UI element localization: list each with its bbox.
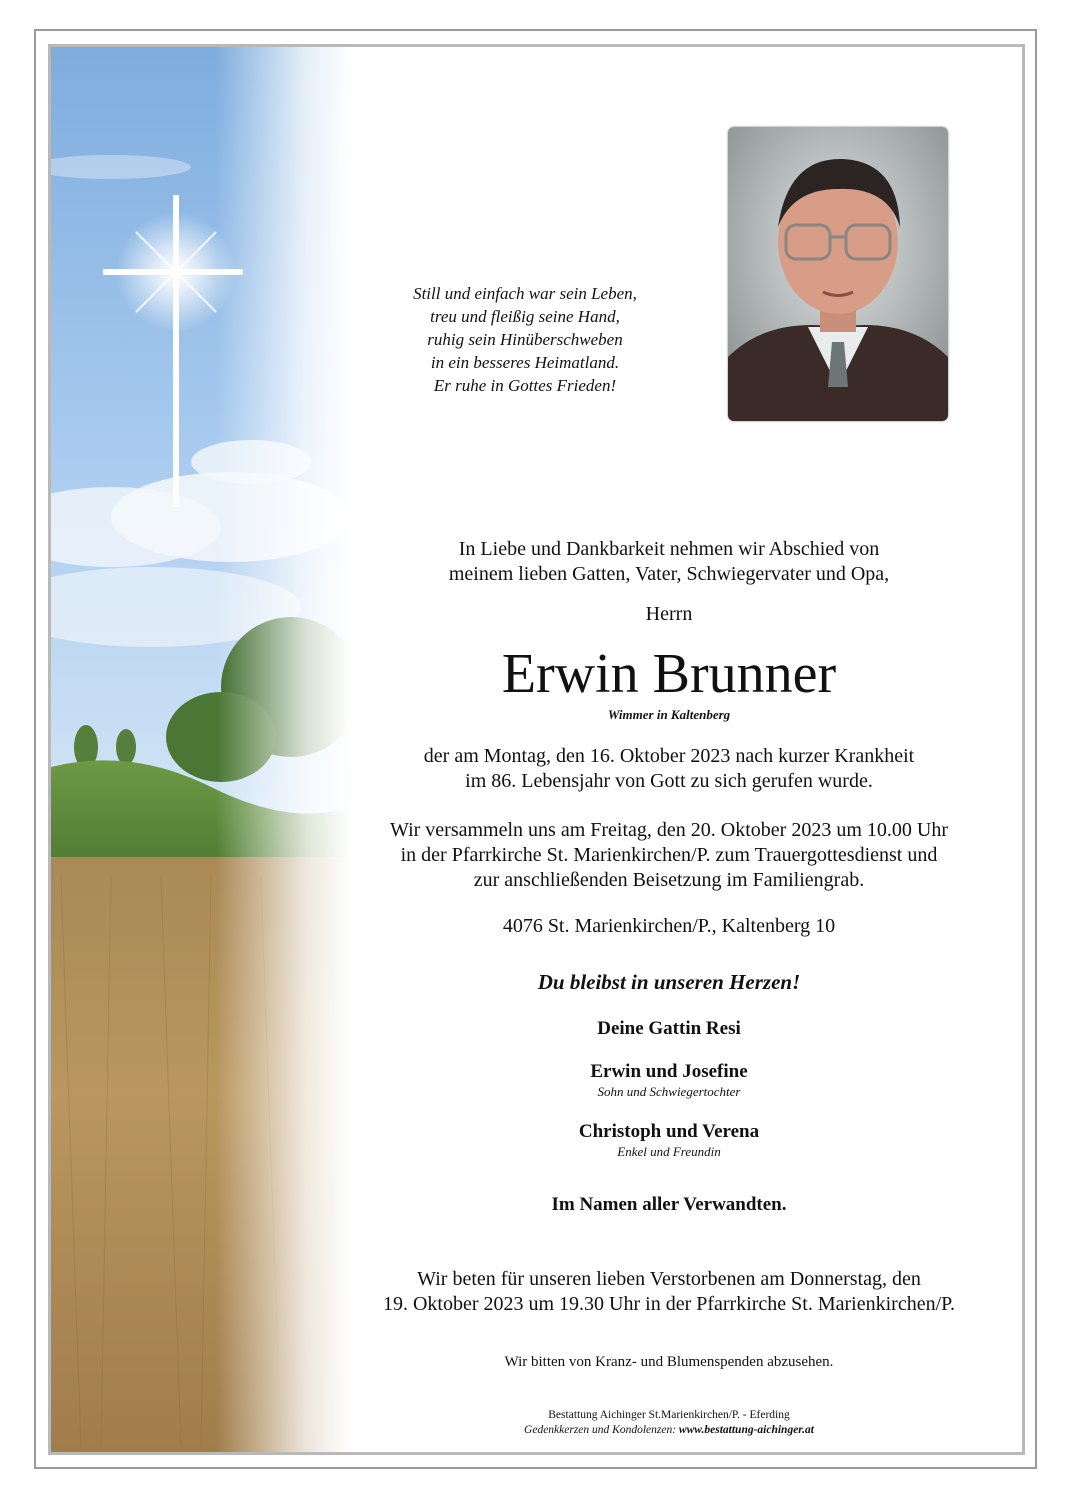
closing-line: Im Namen aller Verwandten.: [551, 1194, 787, 1215]
family-member: [350, 1018, 988, 1040]
deceased-name: Erwin Brunner: [501, 643, 837, 705]
family-name: Christoph und Verena: [578, 1121, 760, 1142]
family-role: Enkel und Freundin: [617, 1144, 721, 1159]
family-member: [350, 1061, 988, 1100]
family-name: Deine Gattin Resi: [597, 1018, 741, 1039]
family-member: [350, 1121, 988, 1160]
death-line: im 86. Lebensjahr von Gott zu sich gerufen wurde.: [465, 770, 873, 792]
intro-line: meinem lieben Gatten, Vater, Schwiegervater und Opa,: [448, 563, 890, 585]
rosary-line: 19. Oktober 2023 um 19.30 Uhr in der Pfarrkirche St. Marienkirchen/P.: [382, 1293, 956, 1315]
poem: [350, 282, 700, 397]
poem-line: treu und fleißig seine Hand,: [430, 307, 620, 326]
rosary-line: Wir beten für unseren lieben Verstorbenen am Donnerstag, den: [417, 1268, 921, 1290]
poem-line: Still und einfach war sein Leben,: [413, 284, 637, 303]
poem-line: ruhig sein Hinüberschweben: [427, 330, 623, 349]
rosary-info: [350, 1267, 988, 1317]
service-info: [350, 818, 988, 893]
death-line: der am Montag, den 16. Oktober 2023 nach kurzer Krankheit: [423, 745, 915, 767]
deceased-subtitle: Wimmer in Kaltenberg: [607, 707, 731, 722]
salutation: Herrn: [645, 603, 693, 625]
service-line: in der Pfarrkirche St. Marienkirchen/P. zum Trauergottesdienst und: [400, 844, 938, 866]
service-line: Wir versammeln uns am Freitag, den 20. Oktober 2023 um 10.00 Uhr: [390, 819, 948, 841]
intro-text: [350, 537, 988, 587]
service-line: zur anschließenden Beisetzung im Familiengrab.: [473, 869, 865, 891]
family-name: Erwin und Josefine: [590, 1061, 748, 1082]
portrait-photo: [728, 127, 948, 421]
obituary-content: [350, 47, 1022, 1452]
death-notice: [350, 744, 988, 794]
poem-line: Er ruhe in Gottes Frieden!: [433, 376, 617, 395]
condolence-link[interactable]: www.bestattung-aichinger.at: [678, 1424, 814, 1436]
condolence-line: [350, 1424, 988, 1436]
donation-note: Wir bitten von Kranz- und Blumenspenden abzusehen.: [504, 1354, 834, 1370]
poem-line: in ein besseres Heimatland.: [430, 353, 620, 372]
condolence-label: Gedenkkerzen und Kondolenzen:: [524, 1424, 679, 1436]
address: 4076 St. Marienkirchen/P., Kaltenberg 10: [502, 915, 836, 937]
intro-line: In Liebe und Dankbarkeit nehmen wir Abschied von: [458, 538, 880, 560]
landscape-image: [51, 47, 351, 1452]
funeral-home: Bestattung Aichinger St.Marienkirchen/P. - Eferding: [548, 1409, 790, 1421]
motto: Du bleibst in unseren Herzen!: [537, 970, 801, 994]
family-role: Sohn und Schwiegertochter: [597, 1084, 741, 1099]
